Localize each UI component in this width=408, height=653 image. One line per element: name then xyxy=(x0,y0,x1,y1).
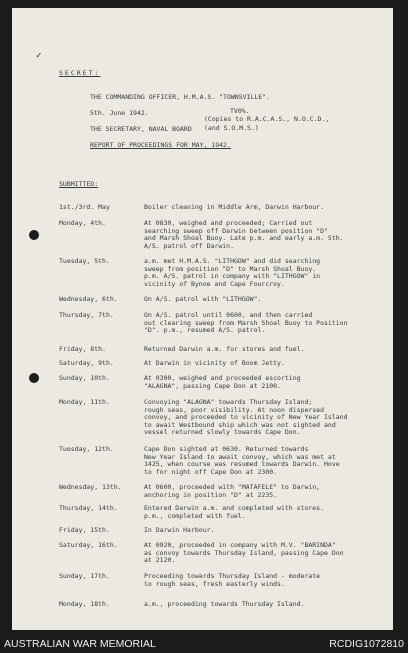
log-entry xyxy=(59,601,389,609)
log-entry xyxy=(59,399,389,437)
entry-date: Saturday, 16th. xyxy=(59,541,118,549)
entry-date: Wednesday, 13th. xyxy=(59,483,122,491)
entry-date: Friday, 15th. xyxy=(59,526,110,534)
log-entry xyxy=(59,360,389,368)
entry-text: At 0600, proceeded with "MATAFELE" to Darwin, anchoring in position "D" at 2235. xyxy=(144,483,321,499)
archive-id: RCDIG1072810 xyxy=(329,638,404,650)
entry-text: a.m. met H.M.A.S. "LITHGOW" and did searching sweep from position "D" to Marsh Shoal Buoy. p.m. A/S. patrol in company with "LITHGOW" in vicinity of Bynoe and Cape Fourcroy. xyxy=(144,257,321,288)
log-entry xyxy=(59,527,389,535)
entry-date: Friday, 8th. xyxy=(59,345,106,353)
entry-date: Tuesday, 12th. xyxy=(59,445,114,453)
entry-date: Thursday, 14th. xyxy=(59,504,118,512)
entry-date: Wednesday, 6th. xyxy=(59,295,118,303)
pencil-mark-icon: ✓ xyxy=(36,51,42,61)
entry-date: Monday, 18th. xyxy=(59,600,110,608)
entry-text: At 0920, proceeded in company with M.V. "BARINDA" as convoy towards Thursday Island, passing Cape Don at 2120. xyxy=(144,541,344,565)
entry-date: Saturday, 9th. xyxy=(59,359,114,367)
entry-text: In Darwin Harbour. xyxy=(144,526,215,534)
log-entry xyxy=(59,542,389,565)
log-entry xyxy=(59,258,389,288)
entry-text: On A/S. patrol until 0600, and then carried out clearing sweep from Marsh Shoal Buoy to Position "D". p.m., resumed A/S. patrol. xyxy=(144,311,348,335)
log-entry xyxy=(59,446,389,476)
entry-text: Returned Darwin a.m. for stores and fuel. xyxy=(144,345,305,353)
entry-date: Sunday, 10th. xyxy=(59,374,110,382)
entry-text: Convoying "ALAGNA" towards Thursday Island; rough seas, poor visibility. At noon dispersed convoy, and proceeded to vicinity of New Year Island to await Westbound ship which was not sighted and vessel returned slowly towards Cape Don. xyxy=(144,398,348,437)
copies-line: (Copies to R.A.C.A.S., N.O.C.D., xyxy=(204,115,330,123)
entry-text: At 0300, weighed and proceeded escorting "ALAGNA", passing Cape Don at 2100. xyxy=(144,374,301,390)
log-entry xyxy=(59,505,389,520)
entry-text: a.m., proceeding towards Thursday Island. xyxy=(144,600,305,608)
punch-hole xyxy=(29,373,39,383)
submitted-heading: SUBMITTED: xyxy=(59,180,99,188)
entry-text: Proceeding towards Thursday Island - moderate to rough seas, fresh easterly winds. xyxy=(144,572,321,588)
copies-line-2: (and S.O.M.S.) xyxy=(204,124,259,132)
entry-date: 1st./3rd. May xyxy=(59,203,110,211)
entry-date: Tuesday, 5th. xyxy=(59,257,110,265)
log-entry xyxy=(59,312,389,335)
entry-date: Monday, 11th. xyxy=(59,398,110,406)
entry-text: On A/S. patrol with "LITHGOW". xyxy=(144,295,262,303)
entry-text: Cape Don sighted at 0630. Returned towards New Year Island to await convoy, which was met at 1425, when course was resumed towards Darwin. Hove to for night off Cape Don at 2300. xyxy=(144,445,340,476)
report-title: REPORT OF PROCEEDINGS FOR MAY, 1942. xyxy=(90,141,231,149)
entry-text: At Darwin in vicinity of Boom Jetty. xyxy=(144,359,285,367)
archive-footer xyxy=(0,636,408,653)
entry-text: Entered Darwin a.m. and completed with stores. p.m., completed with fuel. xyxy=(144,504,325,520)
log-entry xyxy=(59,484,389,499)
log-entry xyxy=(59,296,389,304)
archive-name: AUSTRALIAN WAR MEMORIAL xyxy=(4,638,156,650)
log-entry xyxy=(59,204,389,212)
reference-number: TV0%. xyxy=(230,107,250,115)
document-page xyxy=(12,8,393,630)
addressee-line: THE COMMANDING OFFICER, H.M.A.S. "TOWNSVILLE". xyxy=(90,93,271,101)
classification-label: SECRET: xyxy=(59,69,101,77)
date-line: 5th. June 1942. xyxy=(90,109,149,117)
entry-text: Boiler cleaning in Middle Arm, Darwin Harbour. xyxy=(144,203,325,211)
entry-date: Thursday, 7th. xyxy=(59,311,114,319)
from-line: THE SECRETARY, NAVAL BOARD xyxy=(90,125,192,133)
punch-hole xyxy=(29,230,39,240)
entry-date: Sunday, 17th. xyxy=(59,572,110,580)
log-entry xyxy=(59,220,389,250)
entry-text: At 0830, weighed and proceeded; Carried out searching sweep off Darwin between position "D" and Marsh Shoal Buoy. Late p.m. and early a.m. 5th. A/S. patrol off Darwin. xyxy=(144,219,344,250)
log-entry xyxy=(59,573,389,588)
log-entry xyxy=(59,375,389,390)
entry-date: Monday, 4th. xyxy=(59,219,106,227)
log-entry xyxy=(59,346,389,354)
